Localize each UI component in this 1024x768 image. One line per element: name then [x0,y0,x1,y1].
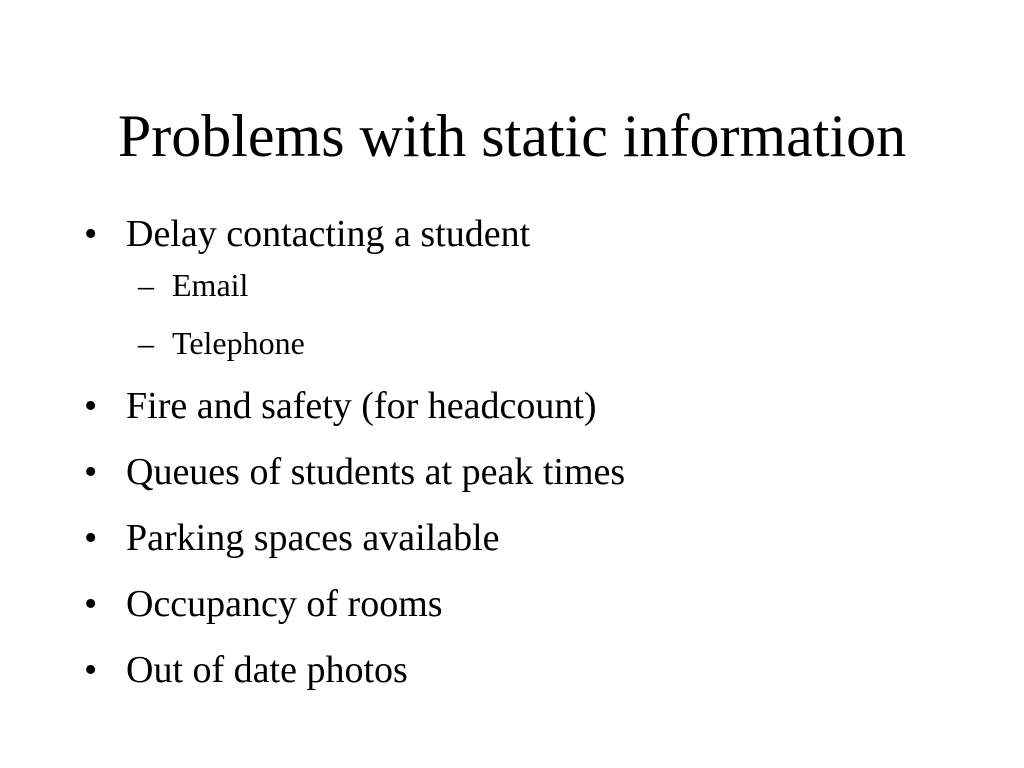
bullet-text: Delay contacting a student [126,213,531,255]
bullet-item [84,516,625,560]
bullet-marker: • [84,213,98,255]
bullet-text: Occupancy of rooms [126,583,443,625]
sub-bullet-marker: – [138,325,154,361]
sub-bullet-item [138,324,625,362]
bullet-marker: • [84,451,98,493]
bullet-text: Queues of students at peak times [126,451,626,493]
bullet-marker: • [84,649,98,691]
bullet-marker: • [84,385,98,427]
bullet-item [84,648,625,692]
sub-bullet-list [126,266,625,362]
bullet-text: Parking spaces available [126,517,500,559]
bullet-text: Out of date photos [126,649,408,691]
sub-bullet-item [138,266,625,304]
slide-title: Problems with static information [117,103,907,169]
sub-bullet-text: Email [172,267,249,303]
bullet-item [84,384,625,428]
bullet-item [84,212,625,362]
bullet-marker: • [84,517,98,559]
sub-bullet-text: Telephone [172,325,305,361]
sub-bullet-marker: – [138,267,154,303]
bullet-item [84,450,625,494]
bullet-list [84,212,625,714]
bullet-marker: • [84,583,98,625]
bullet-text: Fire and safety (for headcount) [126,385,597,427]
bullet-item [84,582,625,626]
